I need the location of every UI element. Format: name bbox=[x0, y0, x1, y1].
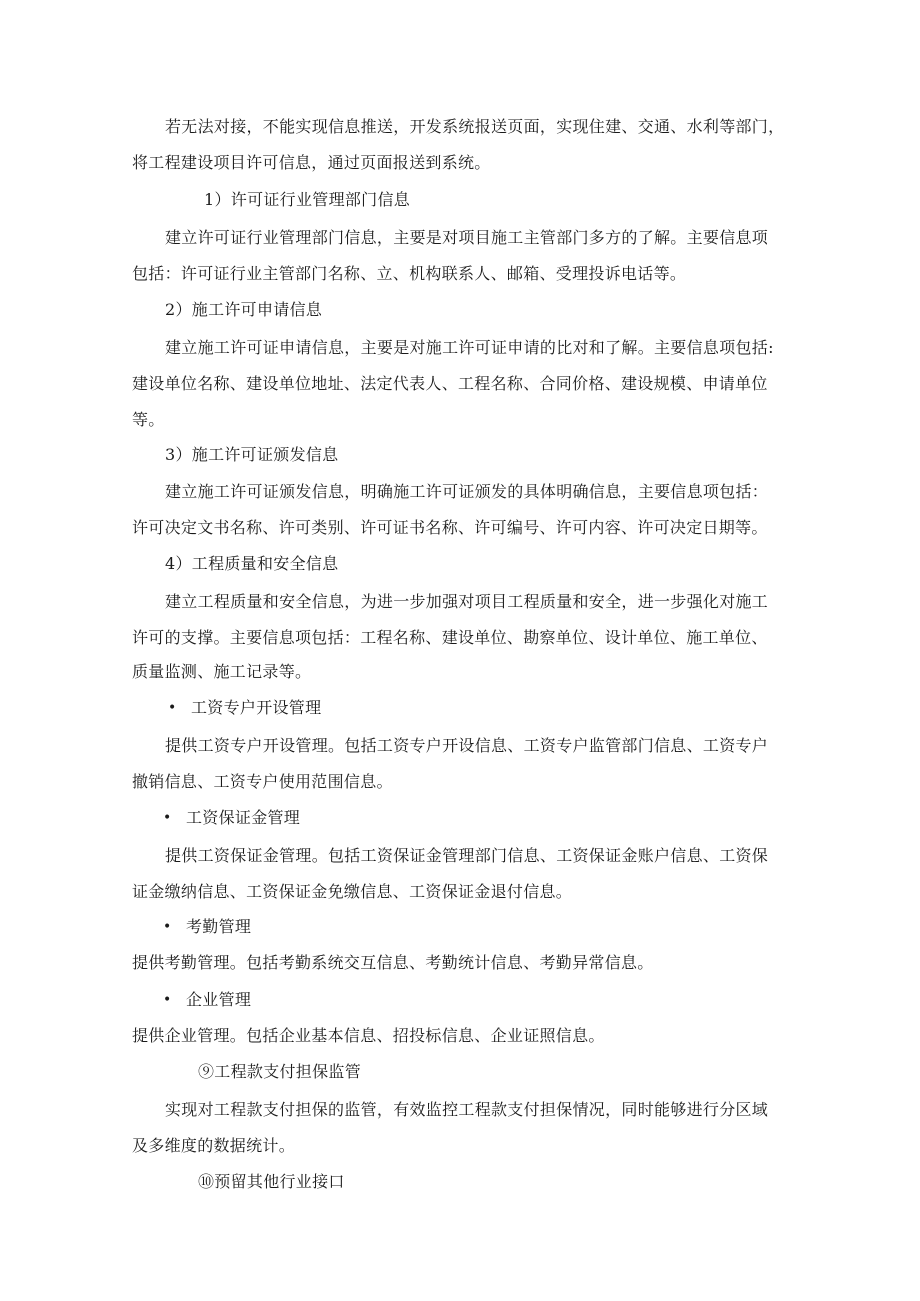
paragraph-line: 提供企业管理。包括企业基本信息、招投标信息、企业证照信息。 bbox=[132, 1026, 605, 1045]
section-heading: ⑨工程款支付担保监管 bbox=[198, 1062, 362, 1081]
section-heading: 2）施工许可申请信息 bbox=[165, 300, 323, 319]
section-heading: 3）施工许可证颁发信息 bbox=[165, 445, 339, 464]
paragraph-line: 提供考勤管理。包括考勤系统交互信息、考勤统计信息、考勤异常信息。 bbox=[132, 953, 654, 972]
paragraph-line: 建立许可证行业管理部门信息，主要是对项目施工主管部门多方的了解。主要信息项 bbox=[165, 228, 769, 247]
section-heading: 4）工程质量和安全信息 bbox=[165, 554, 339, 573]
bullet-icon: • bbox=[163, 919, 172, 935]
bullet-heading: 考勤管理 bbox=[186, 917, 252, 936]
paragraph-line: 等。 bbox=[132, 410, 165, 429]
paragraph-line: 将工程建设项目许可信息，通过页面报送到系统。 bbox=[132, 153, 491, 172]
paragraph-line: 建立施工许可证颁发信息，明确施工许可证颁发的具体明确信息，主要信息项包括： bbox=[165, 482, 769, 501]
section-heading: 1）许可证行业管理部门信息 bbox=[204, 190, 411, 209]
bullet-heading: 工资保证金管理 bbox=[186, 808, 301, 827]
paragraph-line: 许可决定文书名称、许可类别、许可证书名称、许可编号、许可内容、许可决定日期等。 bbox=[132, 518, 768, 537]
paragraph-line: 包括：许可证行业主管部门名称、立、机构联系人、邮箱、受理投诉电话等。 bbox=[132, 264, 687, 283]
paragraph-line: 证金缴纳信息、工资保证金免缴信息、工资保证金退付信息。 bbox=[132, 882, 573, 901]
paragraph-line: 质量监测、施工记录等。 bbox=[132, 662, 312, 681]
paragraph-line: 撤销信息、工资专户使用范围信息。 bbox=[132, 772, 393, 791]
paragraph-line: 建立工程质量和安全信息，为进一步加强对项目工程质量和安全，进一步强化对施工 bbox=[165, 592, 769, 611]
paragraph-line: 许可的支撑。主要信息项包括：工程名称、建设单位、勘察单位、设计单位、施工单位、 bbox=[132, 628, 768, 647]
paragraph-line: 若无法对接，不能实现信息推送，开发系统报送页面，实现住建、交通、水利等部门， bbox=[165, 117, 785, 136]
paragraph-line: 建立施工许可证申请信息，主要是对施工许可证申请的比对和了解。主要信息项包括: bbox=[165, 338, 774, 357]
paragraph-line: 提供工资专户开设管理。包括工资专户开设信息、工资专户监管部门信息、工资专户 bbox=[165, 736, 769, 755]
paragraph-line: 实现对工程款支付担保的监管，有效监控工程款支付担保情况，同时能够进行分区域 bbox=[165, 1100, 769, 1119]
bullet-icon: • bbox=[168, 700, 177, 716]
bullet-heading: 工资专户开设管理 bbox=[191, 698, 322, 717]
paragraph-line: 及多维度的数据统计。 bbox=[132, 1136, 296, 1155]
paragraph-line: 建设单位名称、建设单位地址、法定代表人、工程名称、合同价格、建设规模、申请单位 bbox=[132, 374, 768, 393]
paragraph-line: 提供工资保证金管理。包括工资保证金管理部门信息、工资保证金账户信息、工资保 bbox=[165, 846, 769, 865]
section-heading: ⑩预留其他行业接口 bbox=[198, 1172, 345, 1191]
bullet-icon: • bbox=[163, 810, 172, 826]
bullet-icon: • bbox=[163, 992, 172, 1008]
bullet-heading: 企业管理 bbox=[186, 990, 252, 1009]
